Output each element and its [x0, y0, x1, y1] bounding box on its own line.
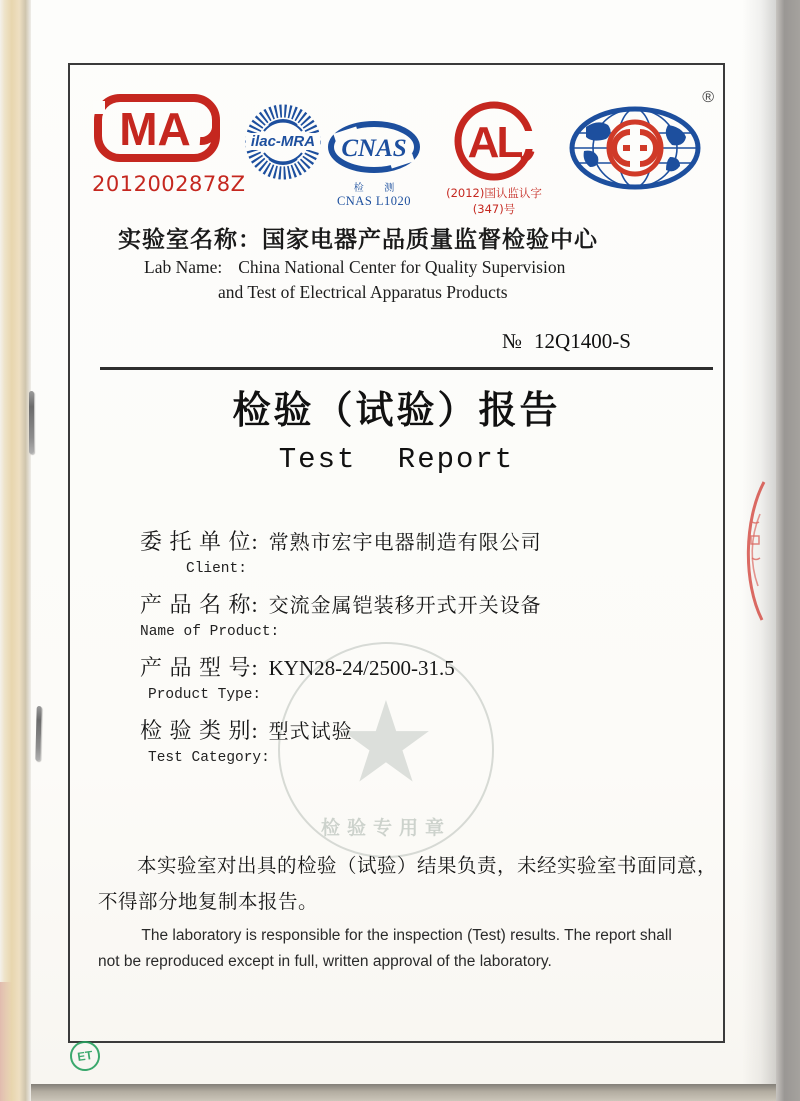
cma-cert-number: 2012002878Z	[92, 172, 246, 196]
field-label-en: Client:	[186, 561, 247, 577]
lab-name-en-line1	[144, 257, 565, 278]
underpages-pink-edge	[0, 982, 12, 1101]
cnas-subtext-cn: 检 测	[353, 183, 404, 194]
field-value: KYN28-24/2500-31.5	[268, 656, 455, 680]
ilac-mra-label: ilac-MRA	[250, 133, 316, 150]
disclaimer-en-line2: not be reproduced except in full, written approval of the laboratory.	[98, 953, 552, 971]
field-value: 交流金属铠装移开式开关设备	[268, 595, 542, 617]
report-number-line	[502, 329, 631, 354]
field-row-test-category	[140, 714, 542, 766]
al-letters: AL	[467, 118, 521, 167]
cma-letters: MA	[119, 103, 191, 155]
fields-section	[140, 525, 542, 777]
field-value: 常熟市宏宇电器制造有限公司	[268, 532, 542, 554]
field-row-client	[140, 525, 542, 577]
underpages-left-edge	[0, 0, 31, 1101]
cnas-subtext-code: CNAS L1020	[336, 194, 412, 208]
ilac-mra-icon	[242, 101, 324, 183]
field-row-product-type	[140, 651, 542, 703]
background-right-band	[776, 0, 800, 1101]
no-symbol: №	[502, 329, 523, 353]
field-label-cn: 委 托 单 位:	[140, 529, 259, 554]
cqc-globe-logo	[568, 89, 714, 196]
report-title-cn: 检验（试验）报告	[232, 388, 561, 432]
staple-top	[29, 391, 34, 454]
background-bottom-band	[0, 1084, 800, 1101]
report-title-en: Test Report	[278, 443, 515, 476]
field-value: 型式试验	[268, 721, 353, 743]
field-label-cn: 产 品 型 号:	[140, 655, 259, 680]
cma-logo-icon	[92, 91, 224, 165]
et-stamp: ET	[68, 1039, 102, 1073]
cma-logo	[92, 91, 246, 196]
disclaimer-cn-line1: 本实验室对出具的检验（试验）结果负责，未经实验室书面同意，	[137, 856, 718, 877]
red-edge-stamp-icon	[740, 478, 768, 624]
field-row-product-name	[140, 588, 542, 640]
lab-name-en-line2: and Test of Electrical Apparatus Products	[218, 282, 508, 302]
registered-trademark-mark: ®	[702, 89, 714, 106]
cnas-letters: CNAS	[341, 135, 407, 162]
seal-star-icon: ★	[335, 678, 437, 808]
al-logo	[436, 99, 552, 217]
seal-text: 检验专用章	[320, 818, 451, 839]
divider-line	[100, 367, 713, 370]
lab-name-en-value: China National Center for Quality Supervision	[238, 257, 566, 277]
cnas-icon	[328, 121, 420, 173]
cnas-logo	[328, 121, 420, 209]
disclaimer-en-line1: The laboratory is responsible for the inspection (Test) results. The report shall	[141, 927, 672, 944]
field-label-en: Product Type:	[148, 687, 262, 703]
field-cn-line	[140, 714, 542, 745]
field-cn-line	[140, 651, 542, 682]
report-number: 12Q1400-S	[534, 329, 631, 353]
disclaimer-cn-line2: 不得部分地复制本报告。	[98, 892, 319, 914]
disclaimer-en	[98, 923, 748, 976]
page-frame	[68, 63, 725, 1043]
field-label-cn: 检 验 类 别:	[140, 718, 259, 743]
field-label-en: Name of Product:	[140, 624, 280, 640]
field-label-cn: 产 品 名 称:	[140, 592, 259, 617]
lab-name-cn: 实验室名称：国家电器产品质量监督检验中心	[118, 227, 598, 253]
ilac-mra-logo	[242, 101, 324, 188]
field-cn-line	[140, 588, 542, 619]
al-cert-number: (2012)国认监认字(347)号	[446, 186, 542, 216]
field-label-en: Test Category:	[148, 750, 270, 766]
lab-name-en-label: Lab Name:	[144, 257, 223, 277]
field-cn-line	[140, 525, 542, 556]
al-icon	[436, 99, 552, 185]
disclaimer-cn	[98, 849, 738, 921]
globe-icon	[568, 105, 702, 191]
